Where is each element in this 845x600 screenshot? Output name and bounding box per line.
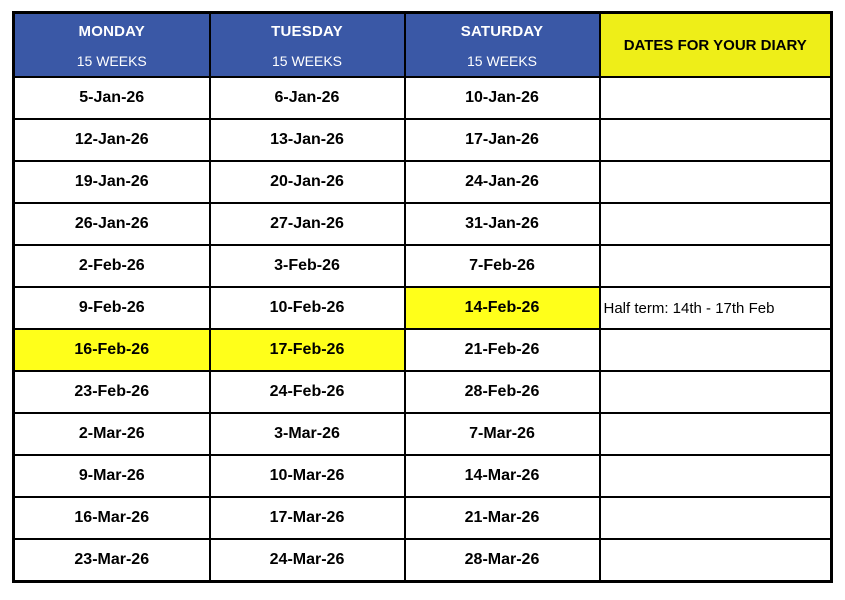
monday-date-cell: 5-Jan-26 — [14, 77, 210, 119]
diary-note-cell — [600, 245, 832, 287]
tuesday-date-cell: 27-Jan-26 — [210, 203, 405, 245]
tuesday-date-cell: 3-Feb-26 — [210, 245, 405, 287]
table-row — [14, 329, 832, 371]
table-row — [14, 413, 832, 455]
saturday-date-cell-highlighted: 14-Feb-26 — [405, 287, 600, 329]
header-tuesday — [210, 13, 405, 78]
monday-date-cell: 16-Mar-26 — [14, 497, 210, 539]
table-row — [14, 455, 832, 497]
header-day-label: TUESDAY — [271, 23, 343, 40]
tuesday-date-cell: 10-Mar-26 — [210, 455, 405, 497]
header-row — [14, 13, 832, 78]
header-weeks-label: 15 WEEKS — [271, 53, 343, 69]
table-row — [14, 77, 832, 119]
diary-note-half-term: Half term: 14th - 17th Feb — [600, 287, 832, 329]
tuesday-date-cell: 17-Mar-26 — [210, 497, 405, 539]
table-row — [14, 497, 832, 539]
monday-date-cell: 19-Jan-26 — [14, 161, 210, 203]
saturday-date-cell: 10-Jan-26 — [405, 77, 600, 119]
term-schedule-sheet — [12, 11, 830, 585]
saturday-date-cell: 7-Mar-26 — [405, 413, 600, 455]
term-dates-table — [12, 11, 833, 583]
saturday-date-cell: 17-Jan-26 — [405, 119, 600, 161]
tuesday-date-cell: 6-Jan-26 — [210, 77, 405, 119]
diary-note-cell — [600, 329, 832, 371]
tuesday-date-cell: 24-Mar-26 — [210, 539, 405, 582]
saturday-date-cell: 21-Mar-26 — [405, 497, 600, 539]
diary-note-cell — [600, 497, 832, 539]
tuesday-date-cell: 20-Jan-26 — [210, 161, 405, 203]
diary-note-cell — [600, 119, 832, 161]
monday-date-cell: 26-Jan-26 — [14, 203, 210, 245]
saturday-date-cell: 28-Mar-26 — [405, 539, 600, 582]
table-header — [14, 13, 832, 78]
diary-note-cell — [600, 77, 832, 119]
diary-note-cell — [600, 203, 832, 245]
monday-date-cell: 23-Feb-26 — [14, 371, 210, 413]
monday-date-cell: 2-Feb-26 — [14, 245, 210, 287]
table-row — [14, 371, 832, 413]
header-day-label: SATURDAY — [460, 23, 544, 40]
tuesday-date-cell-highlighted: 17-Feb-26 — [210, 329, 405, 371]
table-row — [14, 161, 832, 203]
saturday-date-cell: 7-Feb-26 — [405, 245, 600, 287]
saturday-date-cell: 21-Feb-26 — [405, 329, 600, 371]
diary-note-cell — [600, 161, 832, 203]
tuesday-date-cell: 13-Jan-26 — [210, 119, 405, 161]
monday-date-cell: 9-Feb-26 — [14, 287, 210, 329]
header-monday — [14, 13, 210, 78]
saturday-date-cell: 14-Mar-26 — [405, 455, 600, 497]
table-row — [14, 119, 832, 161]
table-row — [14, 539, 832, 582]
monday-date-cell: 2-Mar-26 — [14, 413, 210, 455]
tuesday-date-cell: 3-Mar-26 — [210, 413, 405, 455]
table-row — [14, 287, 832, 329]
diary-note-cell — [600, 413, 832, 455]
header-diary-dates: DATES FOR YOUR DIARY — [600, 13, 832, 78]
header-day-label: MONDAY — [78, 23, 145, 40]
monday-date-cell: 23-Mar-26 — [14, 539, 210, 582]
diary-note-cell — [600, 371, 832, 413]
table-row — [14, 245, 832, 287]
monday-date-cell: 9-Mar-26 — [14, 455, 210, 497]
tuesday-date-cell: 24-Feb-26 — [210, 371, 405, 413]
header-weeks-label: 15 WEEKS — [466, 53, 538, 69]
saturday-date-cell: 28-Feb-26 — [405, 371, 600, 413]
saturday-date-cell: 31-Jan-26 — [405, 203, 600, 245]
monday-date-cell-highlighted: 16-Feb-26 — [14, 329, 210, 371]
diary-note-cell — [600, 455, 832, 497]
diary-note-cell — [600, 539, 832, 582]
header-saturday — [405, 13, 600, 78]
table-body — [14, 77, 832, 582]
monday-date-cell: 12-Jan-26 — [14, 119, 210, 161]
table-row — [14, 203, 832, 245]
tuesday-date-cell: 10-Feb-26 — [210, 287, 405, 329]
header-weeks-label: 15 WEEKS — [76, 53, 147, 69]
saturday-date-cell: 24-Jan-26 — [405, 161, 600, 203]
